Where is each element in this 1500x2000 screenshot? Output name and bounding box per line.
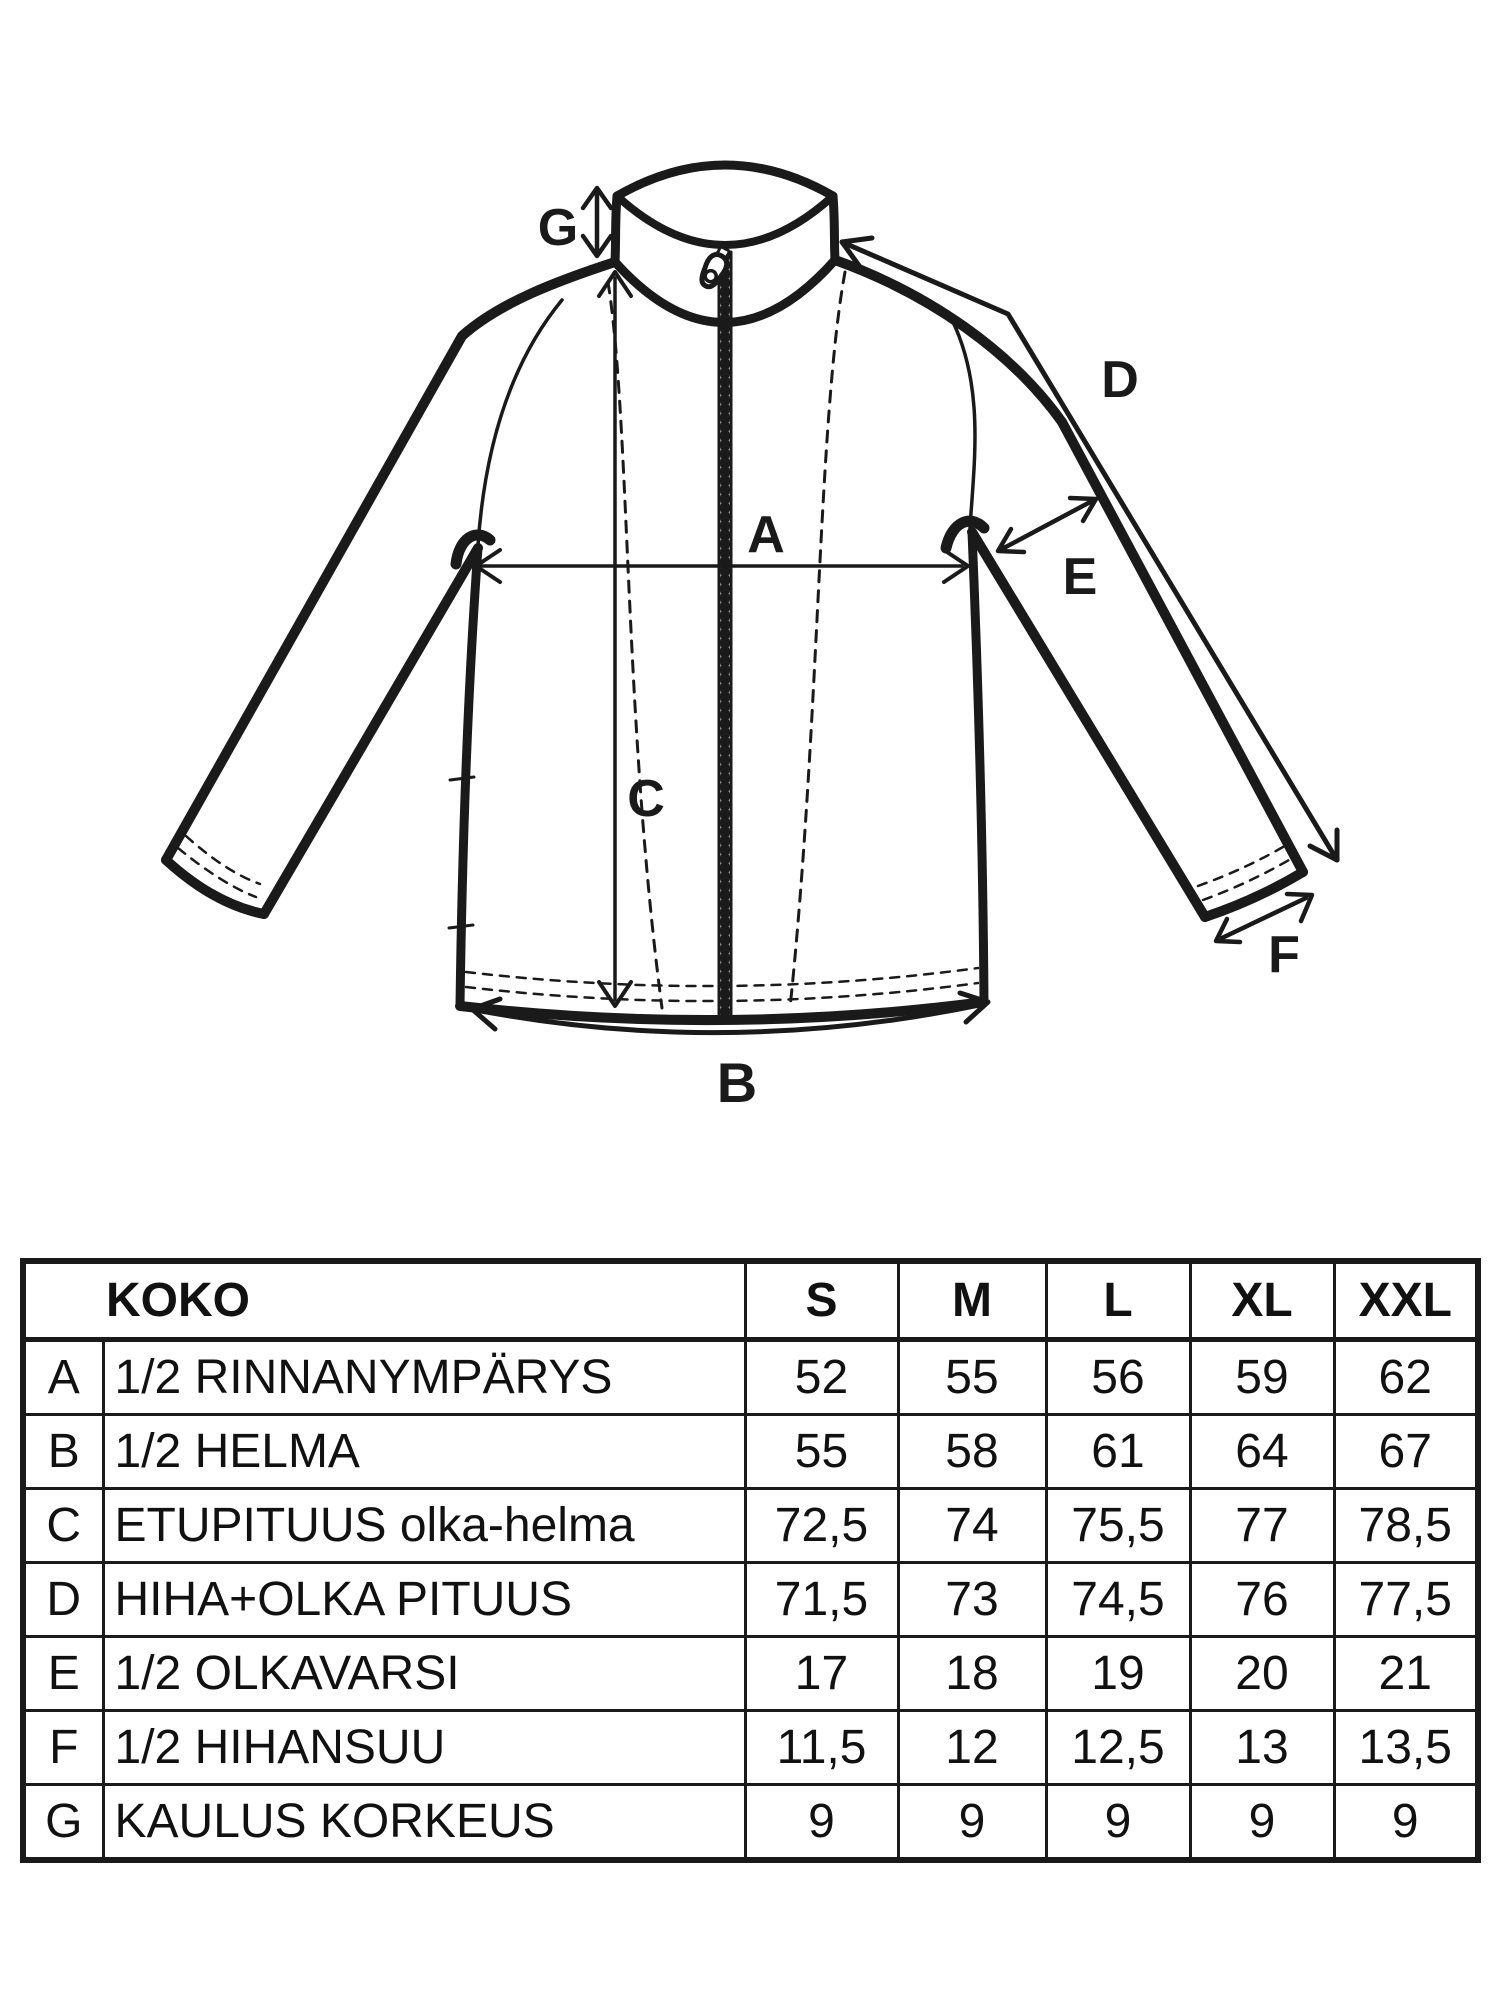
left-cuff-edge: [166, 860, 264, 914]
size-table-header: [23, 1261, 1478, 1340]
measure-label-g: G: [537, 199, 579, 257]
table-row: [23, 1340, 1478, 1415]
row-letter: D: [23, 1563, 103, 1637]
row-value: 13: [1190, 1711, 1334, 1785]
measure-label-f: F: [1268, 926, 1300, 984]
collar-right-edge: [833, 196, 835, 260]
size-table-body: [23, 1340, 1478, 1861]
row-value: 75,5: [1046, 1489, 1190, 1563]
row-value: 58: [898, 1415, 1046, 1489]
row-value: 64: [1190, 1415, 1334, 1489]
header-size-s: S: [745, 1261, 898, 1340]
row-letter: F: [23, 1711, 103, 1785]
header-size-l: L: [1046, 1261, 1190, 1340]
row-letter: B: [23, 1415, 103, 1489]
size-table: [20, 1258, 1481, 1863]
table-row: [23, 1637, 1478, 1711]
row-value: 17: [745, 1637, 898, 1711]
row-value: 55: [745, 1415, 898, 1489]
row-value: 78,5: [1334, 1489, 1478, 1563]
row-value: 12: [898, 1711, 1046, 1785]
row-value: 9: [1334, 1785, 1478, 1861]
table-row: [23, 1563, 1478, 1637]
jacket-outline: [166, 165, 1303, 1020]
collar-left-edge: [615, 196, 617, 262]
row-value: 9: [898, 1785, 1046, 1861]
row-value: 55: [898, 1340, 1046, 1415]
header-size-m: M: [898, 1261, 1046, 1340]
row-label: HIHA+OLKA PITUUS: [103, 1563, 745, 1637]
measure-label-e: E: [1062, 548, 1098, 606]
row-value: 19: [1046, 1637, 1190, 1711]
table-row: [23, 1489, 1478, 1563]
row-value: 74: [898, 1489, 1046, 1563]
left-raglan-seam: [478, 300, 562, 545]
header-koko: KOKO: [23, 1261, 745, 1340]
row-label: KAULUS KORKEUS: [103, 1785, 745, 1861]
seam-tick: [449, 925, 473, 928]
collar-front-rim: [617, 196, 833, 245]
row-value: 76: [1190, 1563, 1334, 1637]
left-sleeve-outer-edge: [166, 262, 615, 860]
row-label: ETUPITUUS olka-helma: [103, 1489, 745, 1563]
row-value: 56: [1046, 1340, 1190, 1415]
seam-tick: [450, 777, 474, 780]
header-size-xl: XL: [1190, 1261, 1334, 1340]
table-row: [23, 1415, 1478, 1489]
left-cuff-stitch: [186, 836, 260, 884]
row-value: 20: [1190, 1637, 1334, 1711]
row-value: 11,5: [745, 1711, 898, 1785]
right-cuff-stitch: [1198, 844, 1288, 886]
measure-label-d: D: [1101, 351, 1139, 409]
row-letter: G: [23, 1785, 103, 1861]
row-label: 1/2 HELMA: [103, 1415, 745, 1489]
left-sleeve-underarm: [264, 548, 478, 914]
row-value: 74,5: [1046, 1563, 1190, 1637]
row-value: 18: [898, 1637, 1046, 1711]
measure-label-c: C: [627, 770, 665, 828]
table-row: [23, 1785, 1478, 1861]
measure-line-e: [1002, 500, 1094, 549]
row-value: 9: [745, 1785, 898, 1861]
row-letter: E: [23, 1637, 103, 1711]
row-value: 73: [898, 1563, 1046, 1637]
row-value: 21: [1334, 1637, 1478, 1711]
header-row: [23, 1261, 1478, 1340]
row-value: 62: [1334, 1340, 1478, 1415]
row-letter: A: [23, 1340, 103, 1415]
row-value: 71,5: [745, 1563, 898, 1637]
row-value: 13,5: [1334, 1711, 1478, 1785]
row-label: 1/2 RINNANYMPÄRYS: [103, 1340, 745, 1415]
row-value: 9: [1190, 1785, 1334, 1861]
row-value: 72,5: [745, 1489, 898, 1563]
table-row: [23, 1711, 1478, 1785]
left-cuff-stitch: [178, 848, 256, 897]
row-value: 9: [1046, 1785, 1190, 1861]
right-raglan-seam: [948, 312, 975, 528]
row-value: 61: [1046, 1415, 1190, 1489]
body-right-edge: [972, 532, 984, 1002]
row-value: 59: [1190, 1340, 1334, 1415]
right-front-seam: [790, 272, 845, 1008]
row-value: 67: [1334, 1415, 1478, 1489]
row-letter: C: [23, 1489, 103, 1563]
row-label: 1/2 OLKAVARSI: [103, 1637, 745, 1711]
collar-top-edge: [617, 165, 833, 196]
row-value: 77: [1190, 1489, 1334, 1563]
header-size-xxl: XXL: [1334, 1261, 1478, 1340]
row-value: 12,5: [1046, 1711, 1190, 1785]
row-label: 1/2 HIHANSUU: [103, 1711, 745, 1785]
row-value: 52: [745, 1340, 898, 1415]
measure-label-b: B: [716, 1051, 758, 1114]
row-value: 77,5: [1334, 1563, 1478, 1637]
measurement-arrows: [472, 188, 1337, 1033]
measure-label-a: A: [747, 506, 785, 564]
